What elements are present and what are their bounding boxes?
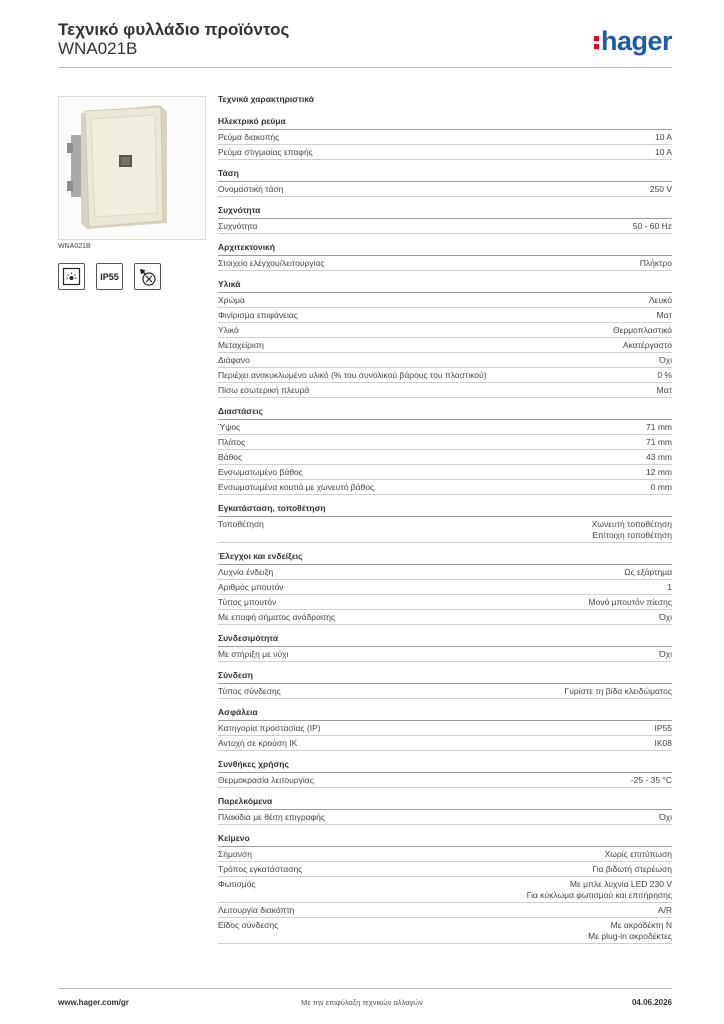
- spec-key: Ρεύμα διακοπής: [218, 131, 280, 142]
- spec-key: Λειτουργία διακόπτη: [218, 904, 295, 915]
- switch-image-icon: [59, 97, 205, 239]
- spec-row: [218, 435, 672, 450]
- spec-row: [218, 847, 672, 862]
- photo-caption: WNA021B: [58, 243, 91, 250]
- section-heading: Συχνότητα: [218, 205, 672, 219]
- spec-section: [218, 796, 672, 825]
- spec-section: [218, 633, 672, 662]
- spec-row: [218, 182, 672, 197]
- footer-website-link[interactable]: www.hager.com/gr: [58, 998, 129, 1007]
- spec-value: Χωρίς επιτύπωση: [604, 848, 672, 859]
- spec-value: Λευκό: [649, 294, 672, 305]
- spec-row: [218, 420, 672, 435]
- spec-key: Θερμοκρασία λειτουργίας: [218, 774, 314, 785]
- spec-section: [218, 707, 672, 751]
- spec-row: [218, 450, 672, 465]
- spec-section: [218, 759, 672, 788]
- spec-section: [218, 279, 672, 398]
- section-heading: Σύνδεση: [218, 670, 672, 684]
- spec-value: Γυρίστε τη βίδα κλειδώματος: [564, 685, 672, 696]
- spec-key: Είδος σύνδεσης: [218, 919, 279, 930]
- spec-key: Φωτισμός: [218, 878, 256, 889]
- header-divider: [58, 67, 672, 68]
- impact-protection-icon: [137, 266, 158, 287]
- spec-row: [218, 810, 672, 825]
- spec-row: [218, 368, 672, 383]
- spec-sections: [218, 116, 672, 944]
- spec-value: 0 mm: [650, 481, 672, 492]
- section-heading: Συνθήκες χρήσης: [218, 759, 672, 773]
- spec-value: 10 A: [654, 146, 672, 157]
- spec-key: Ενσωματωμένο βάθος: [218, 466, 303, 477]
- section-heading: Υλικά: [218, 279, 672, 293]
- spec-value: Με μπλε λυχνία LED 230 V Για κύκλωμα φωτισμού και επιτήρησης: [526, 878, 672, 900]
- spec-row: [218, 877, 672, 903]
- spec-key: Πλακίδια με θέση επιγραφής: [218, 811, 325, 822]
- spec-key: Συχνότητα: [218, 220, 258, 231]
- spec-value: 43 mm: [646, 451, 672, 462]
- spec-key: Λυχνία ένδειξη: [218, 566, 274, 577]
- spec-row: [218, 773, 672, 788]
- spec-key: Τοποθέτηση: [218, 518, 264, 529]
- spec-key: Πλάτος: [218, 436, 246, 447]
- spec-key: Τρόπος εγκατάστασης: [218, 863, 303, 874]
- spec-key: Ύψος: [218, 421, 241, 432]
- impact-badge: [134, 263, 161, 290]
- spec-key: Βάθος: [218, 451, 243, 462]
- product-photo: [58, 96, 206, 240]
- spec-value: Όχι: [659, 354, 672, 365]
- spec-value: 12 mm: [646, 466, 672, 477]
- section-heading: Τάση: [218, 168, 672, 182]
- spec-value: Όχι: [659, 811, 672, 822]
- spec-row: [218, 684, 672, 699]
- section-heading: Εγκατάσταση, τοποθέτηση: [218, 503, 672, 517]
- spec-value: A/R: [657, 904, 672, 915]
- spec-row: [218, 219, 672, 234]
- hager-logo: [594, 26, 672, 57]
- spec-value: 71 mm: [646, 421, 672, 432]
- spec-value: Ακατέργαστο: [622, 339, 672, 350]
- spec-value: Για βιδωτή στερέωση: [592, 863, 672, 874]
- spec-row: [218, 308, 672, 323]
- spec-row: [218, 323, 672, 338]
- spec-section: [218, 205, 672, 234]
- spec-key: Διάφανο: [218, 354, 250, 365]
- logo-dots-icon: [594, 33, 599, 52]
- spec-row: [218, 580, 672, 595]
- spec-row: [218, 918, 672, 944]
- ip55-badge: IP55: [96, 263, 123, 290]
- spec-key: Αριθμός μπουτόν: [218, 581, 284, 592]
- spec-section: [218, 833, 672, 944]
- spec-row: [218, 647, 672, 662]
- pilot-light-icon: [62, 267, 81, 286]
- section-heading: Κείμενο: [218, 833, 672, 847]
- section-heading: Παρελκόμενα: [218, 796, 672, 810]
- spec-key: Ονομαστική τάση: [218, 183, 284, 194]
- spec-section: [218, 242, 672, 271]
- spec-value: Όχι: [659, 648, 672, 659]
- spec-key: Σήμανση: [218, 848, 253, 859]
- spec-row: [218, 903, 672, 918]
- spec-key: Φινίρισμα επιφάνειας: [218, 309, 298, 320]
- section-heading: Διαστάσεις: [218, 406, 672, 420]
- section-heading: Αρχιτεκτονική: [218, 242, 672, 256]
- spec-row: [218, 145, 672, 160]
- spec-row: [218, 610, 672, 625]
- footer-note: Με την επιφύλαξη τεχνικών αλλαγών: [301, 998, 423, 1007]
- specs-title: Τεχνικά χαρακτηριστικά: [218, 94, 314, 104]
- section-heading: Συνδεσιμότητα: [218, 633, 672, 647]
- spec-key: Με επαφή σήματος ανάδρασης: [218, 611, 336, 622]
- spec-key: Τύπος σύνδεσης: [218, 685, 281, 696]
- spec-row: [218, 480, 672, 495]
- spec-key: Κατηγορία προστασίας (IP): [218, 722, 321, 733]
- spec-key: Ρεύμα στιγμιαίας επαφής: [218, 146, 313, 157]
- spec-value: 50 - 60 Hz: [632, 220, 672, 231]
- spec-row: [218, 721, 672, 736]
- spec-key: Περιέχει ανακυκλωμένο υλικό (% του συνολικού βάρους του πλαστικού): [218, 369, 487, 380]
- footer-date: 04.06.2026: [631, 998, 672, 1007]
- spec-row: [218, 353, 672, 368]
- logo-text: hager: [600, 26, 672, 56]
- spec-section: [218, 551, 672, 625]
- spec-value: 0 %: [657, 369, 672, 380]
- footer-divider: [58, 988, 672, 989]
- spec-row: [218, 595, 672, 610]
- spec-value: Μονό μπουτόν πίεσης: [588, 596, 672, 607]
- spec-key: Υλικό: [218, 324, 239, 335]
- spec-value: Πλήκτρο: [639, 257, 672, 268]
- section-heading: Ασφάλεια: [218, 707, 672, 721]
- spec-value: Θερμοπλαστικό: [612, 324, 672, 335]
- spec-value: Ματ: [656, 384, 672, 395]
- spec-row: [218, 565, 672, 580]
- spec-key: Τύπος μπουτόν: [218, 596, 277, 607]
- spec-value: IK08: [654, 737, 672, 748]
- spec-value: Όχι: [659, 611, 672, 622]
- spec-row: [218, 293, 672, 308]
- spec-value: 71 mm: [646, 436, 672, 447]
- section-heading: Έλεγχοι και ενδείξεις: [218, 551, 672, 565]
- spec-value: 1: [667, 581, 672, 592]
- spec-row: [218, 383, 672, 398]
- section-heading: Ηλεκτρικό ρεύμα: [218, 116, 672, 130]
- product-code: WNA021B: [58, 39, 138, 58]
- spec-row: [218, 465, 672, 480]
- spec-value: Με ακροδέκτη N Με plug-in ακροδέκτες: [588, 919, 672, 941]
- spec-row: [218, 862, 672, 877]
- spec-key: Αντοχή σε κρούση IK: [218, 737, 298, 748]
- spec-section: [218, 168, 672, 197]
- spec-section: [218, 406, 672, 495]
- spec-value: 10 A: [654, 131, 672, 142]
- spec-key: Στοιχείο ελέγχου/λειτουργίας: [218, 257, 325, 268]
- spec-row: [218, 130, 672, 145]
- document-title: Τεχνικό φυλλάδιο προϊόντος: [58, 20, 290, 39]
- spec-key: Μεταχείριση: [218, 339, 264, 350]
- spec-value: Χωνευτή τοποθέτηση Επίτοιχη τοποθέτηση: [591, 518, 672, 540]
- spec-value: Ως εξάρτημα: [624, 566, 672, 577]
- spec-key: Πίσω εσωτερική πλευρά: [218, 384, 310, 395]
- spec-key: Με στήριξη με νύχι: [218, 648, 289, 659]
- spec-value: Ματ: [656, 309, 672, 320]
- technical-specs: [218, 94, 672, 952]
- spec-row: [218, 338, 672, 353]
- spec-value: -25 - 35 °C: [630, 774, 672, 785]
- spec-section: [218, 116, 672, 160]
- spec-key: Χρώμα: [218, 294, 245, 305]
- spec-row: [218, 256, 672, 271]
- spec-value: IP55: [654, 722, 672, 733]
- spec-key: Ενσωματωμένα κουτιά με χωνευτό βάθος: [218, 481, 375, 492]
- spec-section: [218, 670, 672, 699]
- spec-section: [218, 503, 672, 543]
- spec-row: [218, 517, 672, 543]
- spec-row: [218, 736, 672, 751]
- spec-value: 250 V: [649, 183, 672, 194]
- pilot-light-badge: [58, 263, 85, 290]
